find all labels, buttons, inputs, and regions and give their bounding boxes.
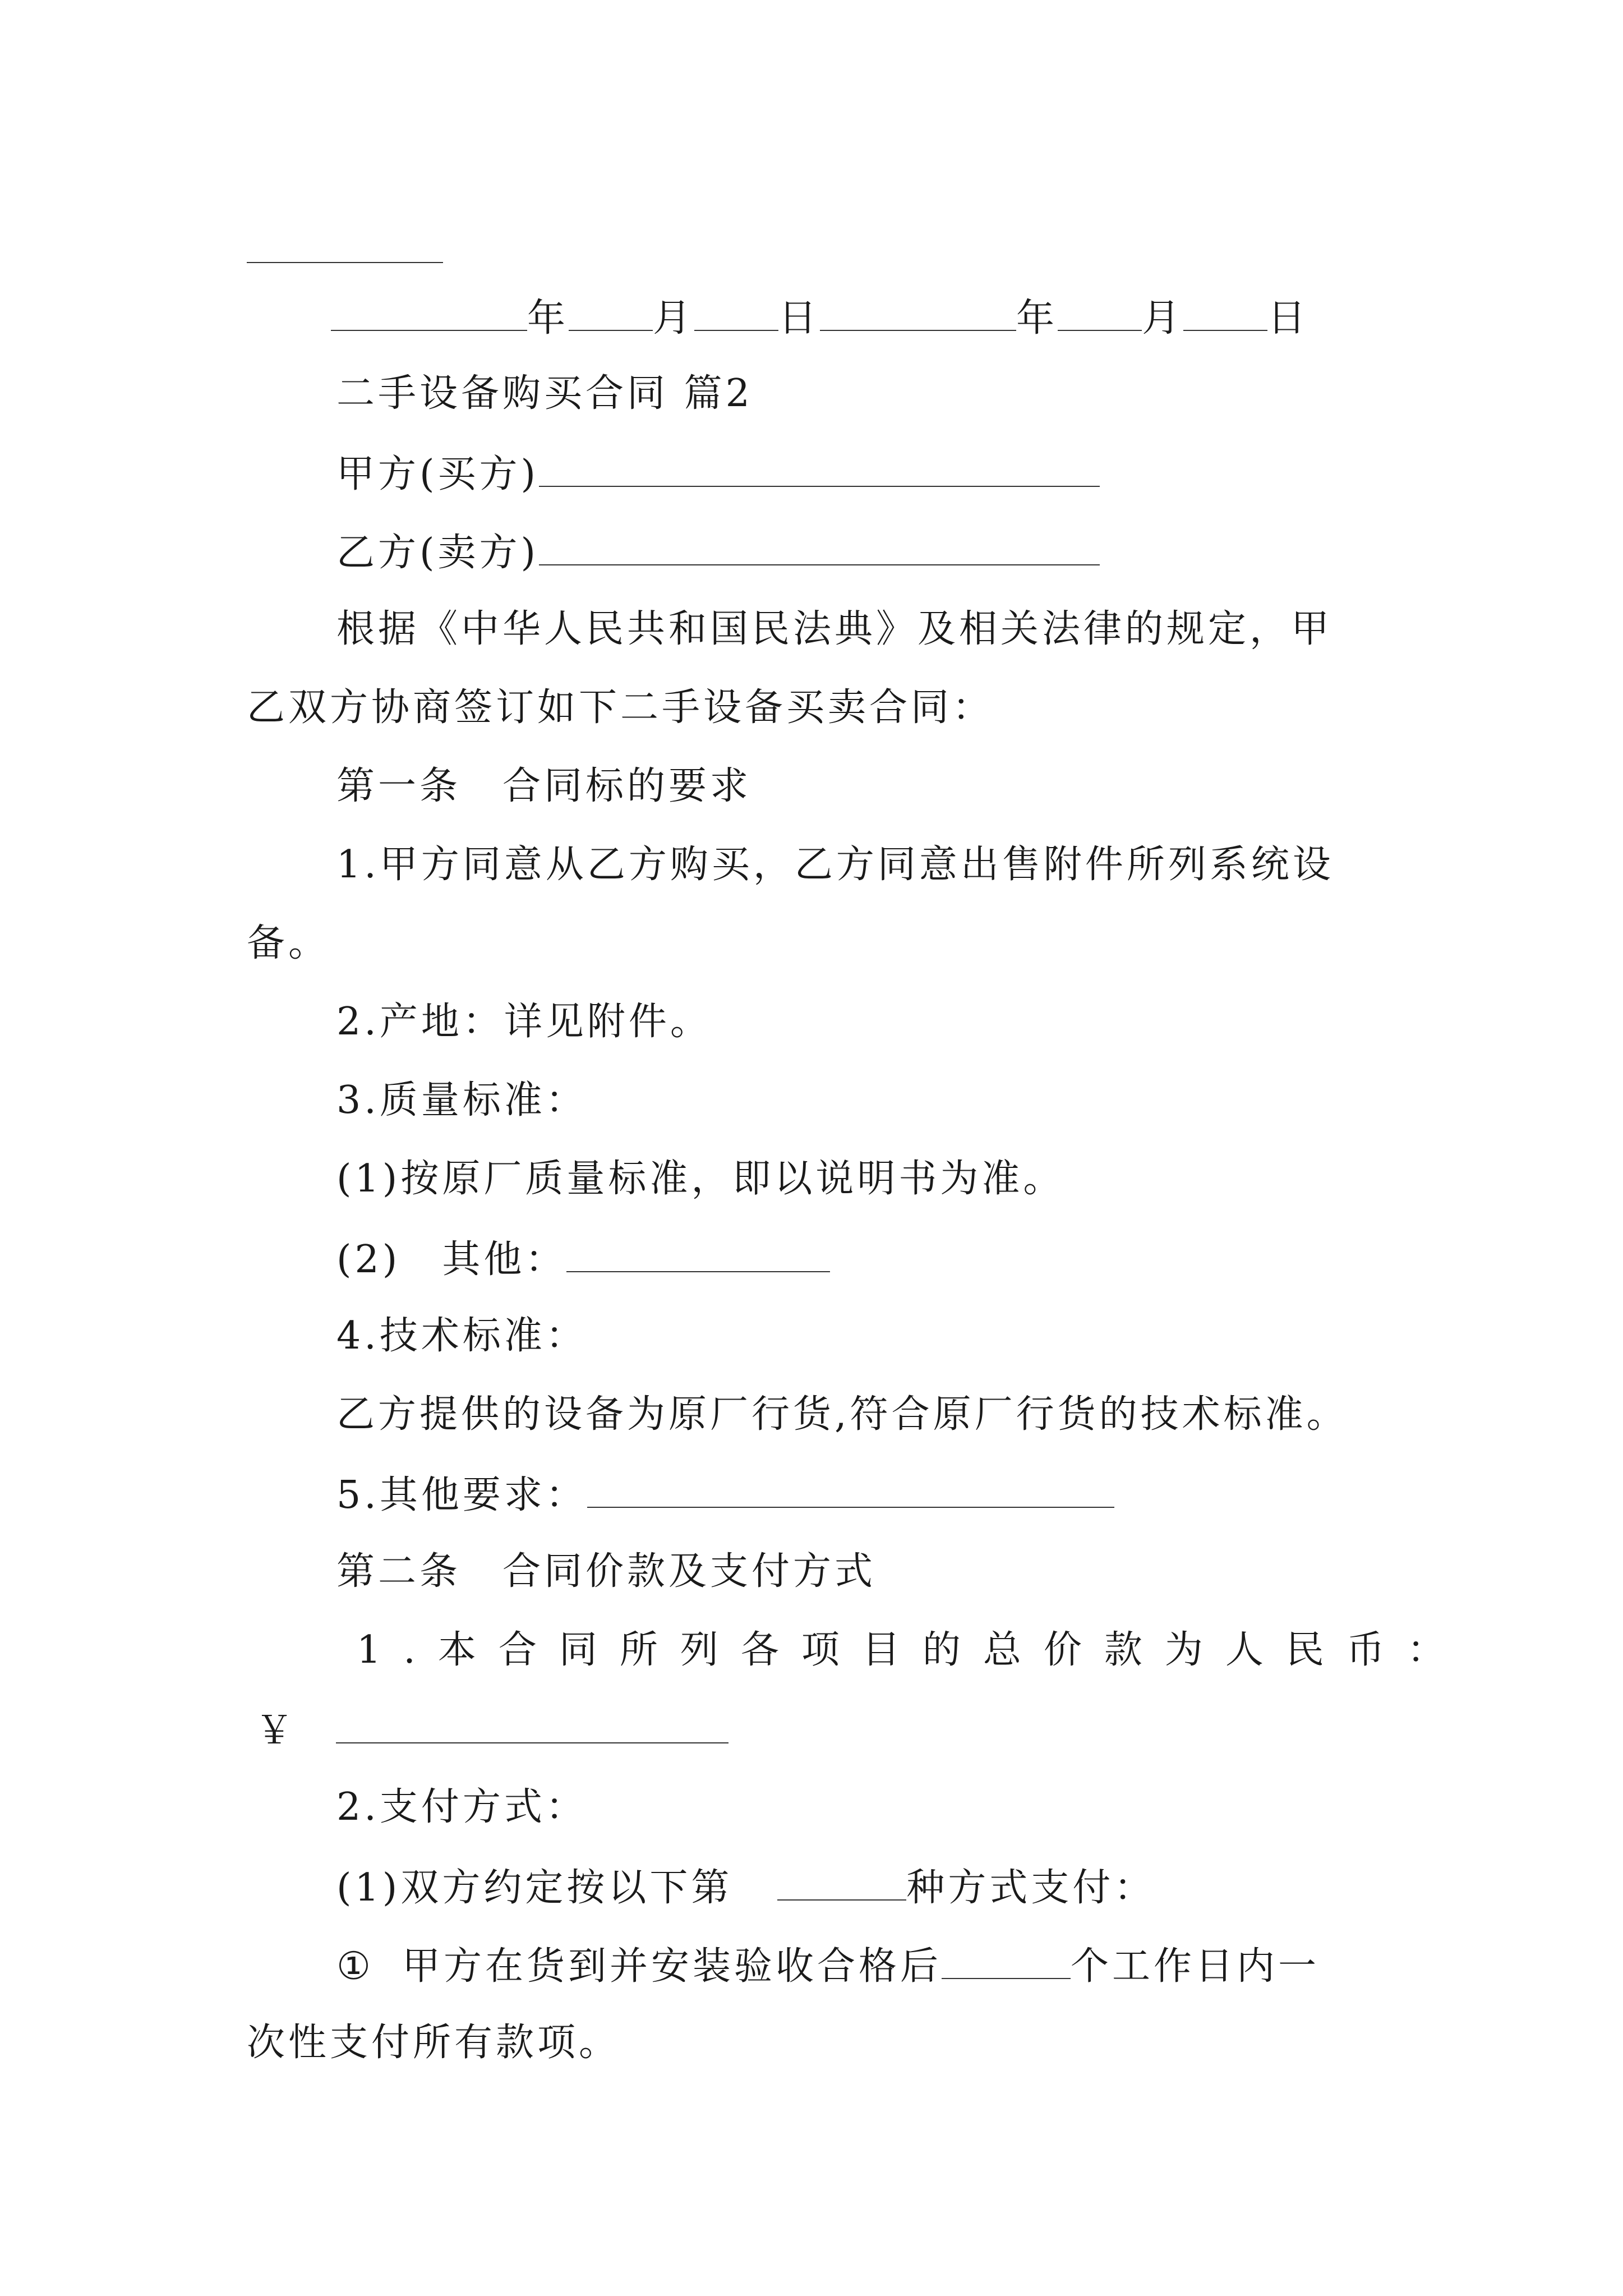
blank: [1058, 297, 1142, 331]
payment-option-1-cont: 次性支付所有款项。: [247, 2021, 621, 2065]
currency-symbol: ￥: [255, 1709, 297, 1753]
signature-underline: [247, 262, 443, 263]
party-b-line: [336, 531, 1100, 575]
day-label: 日: [778, 296, 820, 341]
intro-line-2: 乙双方协商签订如下二手设备买卖合同：: [247, 685, 994, 730]
article-2-title: 第二条 合同价款及支付方式: [336, 1549, 877, 1594]
party-a-line: [336, 453, 1100, 494]
month-label: 月: [653, 296, 695, 341]
blank: [569, 297, 653, 331]
other-blank: [566, 1239, 830, 1272]
other-requirements-label: 5.其他要求：: [336, 1473, 587, 1517]
intro-line-1: 根据《中华人民共和国民法典》及相关法律的规定，甲: [336, 607, 1333, 651]
article-2-item-2-1: [336, 1866, 1156, 1910]
other-label: (2) 其他：: [336, 1237, 567, 1282]
price-blank: [336, 1710, 728, 1743]
article-2-item-1: 1.本合同所列各项目的总价款为人民币：: [357, 1628, 1468, 1672]
party-a-blank: [539, 453, 1100, 487]
blank: [1183, 297, 1267, 331]
option-text-end: 个工作日内一: [1070, 1944, 1320, 1989]
article-1-item-1: 1.甲方同意从乙方购买，乙方同意出售附件所列系统设: [336, 843, 1334, 887]
option-number: ①: [336, 1944, 374, 1989]
article-1-item-1-cont: 备。: [247, 921, 330, 965]
blank: [820, 297, 1016, 331]
party-b-label: 乙方(卖方): [336, 531, 540, 575]
other-requirements-blank: [587, 1474, 1114, 1508]
payment-method-label-end: 种方式支付：: [906, 1866, 1156, 1910]
article-1-item-5: [336, 1474, 1114, 1515]
article-1-item-4-text: 乙方提供的设备为原厂行货,符合原厂行货的技术标准。: [336, 1392, 1348, 1437]
article-1-item-3: 3.质量标准：: [336, 1078, 587, 1122]
year-label: 年: [1016, 296, 1058, 341]
year-label: 年: [527, 296, 569, 341]
article-1-item-4: 4.技术标准：: [336, 1314, 587, 1358]
payment-method-label: (1)双方约定按以下第: [336, 1866, 733, 1910]
date-line: [331, 296, 1310, 341]
price-line: [255, 1709, 728, 1753]
day-label: 日: [1267, 296, 1310, 341]
article-1-title: 第一条 合同标的要求: [336, 764, 752, 808]
party-a-label: 甲方(买方): [336, 452, 540, 496]
article-2-item-2: 2.支付方式：: [336, 1785, 587, 1829]
article-1-item-3-2: [336, 1237, 830, 1282]
option-text: 甲方在货到并安装验收合格后: [402, 1944, 942, 1989]
article-1-item-2: 2.产地：详见附件。: [336, 1000, 712, 1044]
working-days-blank: [942, 1945, 1071, 1979]
payment-option-1: [336, 1944, 1320, 1989]
party-b-blank: [539, 532, 1100, 565]
payment-method-blank: [777, 1867, 906, 1901]
section-heading: 二手设备购买合同 篇2: [336, 371, 753, 416]
month-label: 月: [1142, 296, 1184, 341]
article-1-item-3-1: (1)按原厂质量标准，即以说明书为准。: [336, 1157, 1065, 1201]
blank: [694, 297, 778, 331]
blank: [331, 297, 527, 331]
